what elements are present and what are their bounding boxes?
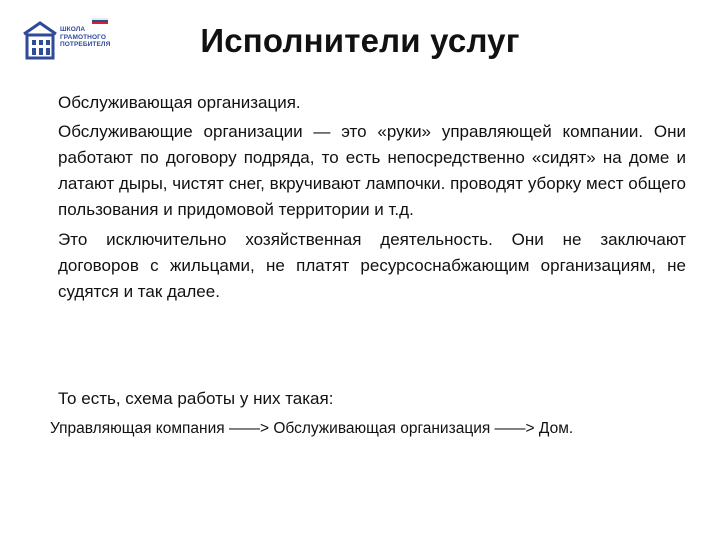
logo-line: ШКОЛА [60,26,86,33]
page-title: Исполнители услуг [200,22,520,59]
building-icon [22,20,58,60]
logo-line: ГРАМОТНОГО [60,33,106,41]
paragraph-description: Обслуживающие организации — это «руки» управляющей компании. Они работают по договору подряда, то есть непосредственно «сидят» на доме и латают дыры, чистят снег, вкручивают лампочки. проводят уборку мест общего пользования и придомовой территории и т.д. [58,122,686,219]
paragraph-scheme-intro: То есть, схема работы у них такая: [58,389,334,408]
logo-line: ПОТРЕБИТЕЛЯ [60,41,111,48]
body-text [50,90,686,437]
paragraph-activity: Это исключительно хозяйственная деятельность. Они не заключают договоров с жильцами, не платят ресурсоснабжающим организациям, не судятся и так далее. [58,230,686,301]
paragraph-scheme: Управляющая компания ——> Обслуживающая организация ——> Дом. [50,420,574,437]
paragraph-heading: Обслуживающая организация. [58,93,301,112]
logo-text [60,26,110,49]
school-logo [22,18,122,64]
flag-icon [92,18,108,24]
